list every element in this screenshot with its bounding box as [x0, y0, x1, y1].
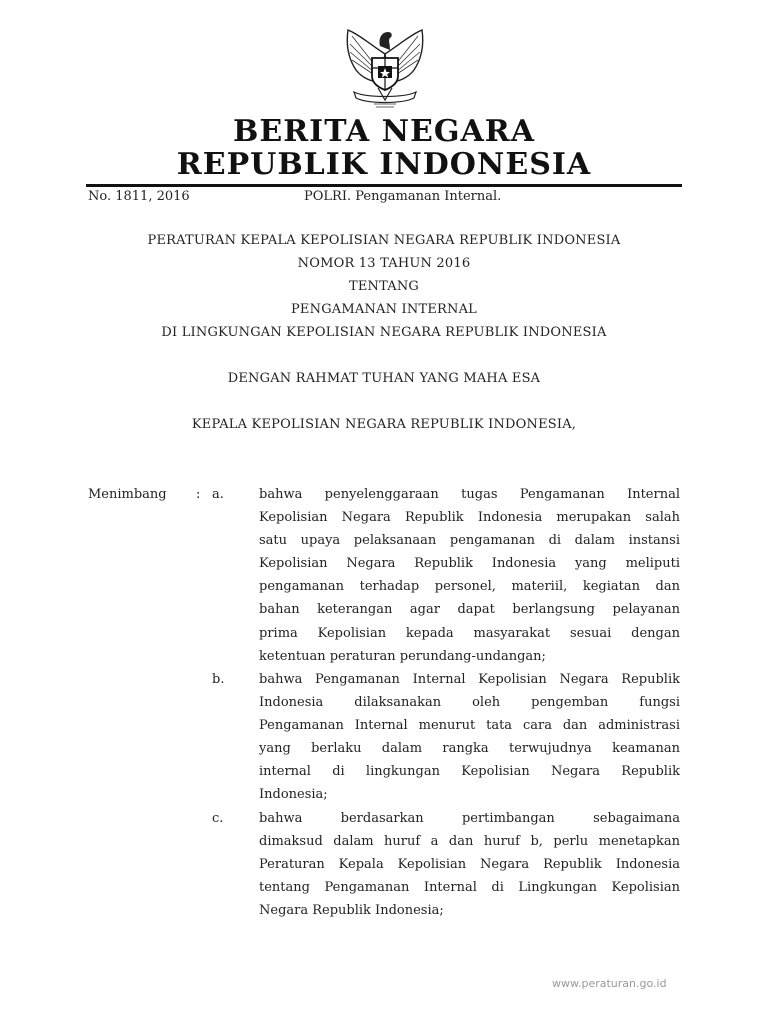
footer-website-link[interactable]: www.peraturan.go.id [552, 977, 667, 990]
gazette-number: No. 1811, 2016 [88, 189, 190, 204]
regulation-scope: DI LINGKUNGAN KEPOLISIAN NEGARA REPUBLIK INDONESIA [161, 325, 607, 340]
text-line: bahwa penyelenggaraan tugas Pengamanan Internal [259, 487, 680, 502]
regulation-title-line-1: PERATURAN KEPALA KEPOLISIAN NEGARA REPUBLIK INDONESIA [147, 233, 621, 248]
text-line: bahwa Pengamanan Internal Kepolisian Negara Republik [259, 672, 680, 687]
text-line: Peraturan Kepala Kepolisian Negara Republik Indonesia [259, 857, 680, 873]
considerations-label: Menimbang [88, 487, 167, 502]
text-line: bahwa berdasarkan pertimbangan sebagaimana [259, 811, 680, 826]
consideration-item-b [259, 668, 680, 807]
invocation: DENGAN RAHMAT TUHAN YANG MAHA ESA [227, 371, 541, 386]
regulation-subject: PENGAMANAN INTERNAL [290, 302, 477, 317]
regulation-about: TENTANG [348, 279, 420, 294]
issuer: KEPALA KEPOLISIAN NEGARA REPUBLIK INDONESIA, [191, 417, 577, 432]
item-letter-b: b. [212, 672, 225, 687]
text-line: Kepolisian Negara Republik Indonesia yang meliputi [259, 556, 680, 572]
gazette-subject: POLRI. Pengamanan Internal. [304, 189, 502, 204]
consideration-item-c [259, 807, 680, 922]
text-line: pengamanan terhadap personel, materiil, kegiatan dan [259, 579, 680, 595]
text-line: internal di lingkungan Kepolisian Negara Republik [259, 764, 680, 780]
text-line: Negara Republik Indonesia; [259, 903, 444, 919]
masthead-subtitle: REPUBLIK INDONESIA [176, 147, 592, 182]
text-line: ketentuan peraturan perundang-undangan; [259, 648, 546, 664]
item-letter-c: c. [212, 811, 224, 826]
text-line: satu upaya pelaksanaan pengamanan di dalam instansi [259, 533, 680, 549]
text-line: bahan keterangan agar dapat berlangsung pelayanan [259, 602, 680, 618]
text-line: prima Kepolisian kepada masyarakat sesuai dengan [259, 625, 680, 641]
masthead-title: BERITA NEGARA [233, 114, 535, 149]
text-line: tentang Pengamanan Internal di Lingkungan Kepolisian [259, 880, 680, 896]
text-line: dimaksud dalam huruf a dan huruf b, perlu menetapkan [259, 834, 680, 850]
consideration-item-a [259, 483, 680, 668]
considerations-colon: : [196, 487, 201, 502]
text-line: Pengamanan Internal menurut tata cara dan administrasi [259, 718, 680, 734]
header-divider [86, 184, 682, 187]
text-line: Kepolisian Negara Republik Indonesia merupakan salah [259, 510, 680, 526]
text-line: Indonesia dilaksanakan oleh pengemban fungsi [259, 695, 680, 711]
regulation-number: NOMOR 13 TAHUN 2016 [297, 256, 471, 271]
text-line: Indonesia; [259, 787, 328, 803]
item-letter-a: a. [212, 487, 224, 502]
text-line: yang berlaku dalam rangka terwujudnya keamanan [259, 741, 680, 757]
garuda-emblem-icon [330, 24, 440, 112]
